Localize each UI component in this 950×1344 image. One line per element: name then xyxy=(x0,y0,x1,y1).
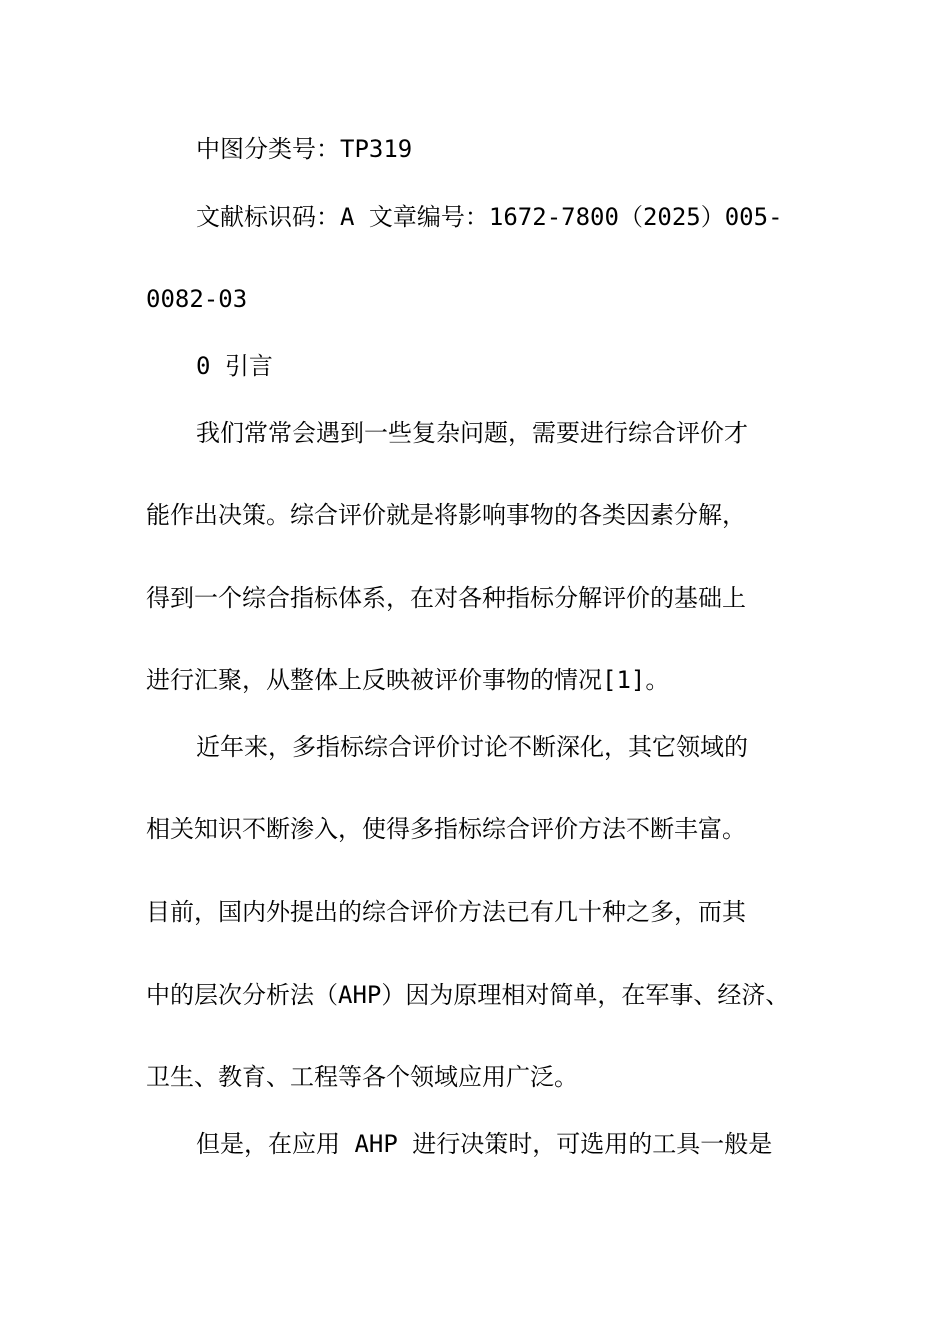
paragraph-line: 我们常常会遇到一些复杂问题，需要进行综合评价才 xyxy=(196,419,748,447)
doc-code-line-continued: 0082-03 xyxy=(146,285,248,313)
paragraph-line: 目前，国内外提出的综合评价方法已有几十种之多，而其 xyxy=(146,898,746,926)
paragraph-line: 相关知识不断渗入，使得多指标综合评价方法不断丰富。 xyxy=(146,815,746,843)
paragraph-line: 进行汇聚，从整体上反映被评价事物的情况[1]。 xyxy=(146,666,670,694)
clc-number: 中图分类号：TP319 xyxy=(196,135,413,163)
paragraph-line: 中的层次分析法（AHP）因为原理相对简单，在军事、经济、 xyxy=(146,981,790,1009)
paragraph-line: 近年来，多指标综合评价讨论不断深化，其它领域的 xyxy=(196,733,748,761)
section-heading: 0 引言 xyxy=(196,352,273,380)
paragraph-line: 得到一个综合指标体系，在对各种指标分解评价的基础上 xyxy=(146,584,746,612)
doc-code-line: 文献标识码：A 文章编号：1672-7800（2025）005- xyxy=(196,203,783,231)
paragraph-line: 卫生、教育、工程等各个领域应用广泛。 xyxy=(146,1063,578,1091)
paragraph-line: 但是，在应用 AHP 进行决策时，可选用的工具一般是 xyxy=(196,1130,773,1158)
paragraph-line: 能作出决策。综合评价就是将影响事物的各类因素分解， xyxy=(146,501,746,529)
